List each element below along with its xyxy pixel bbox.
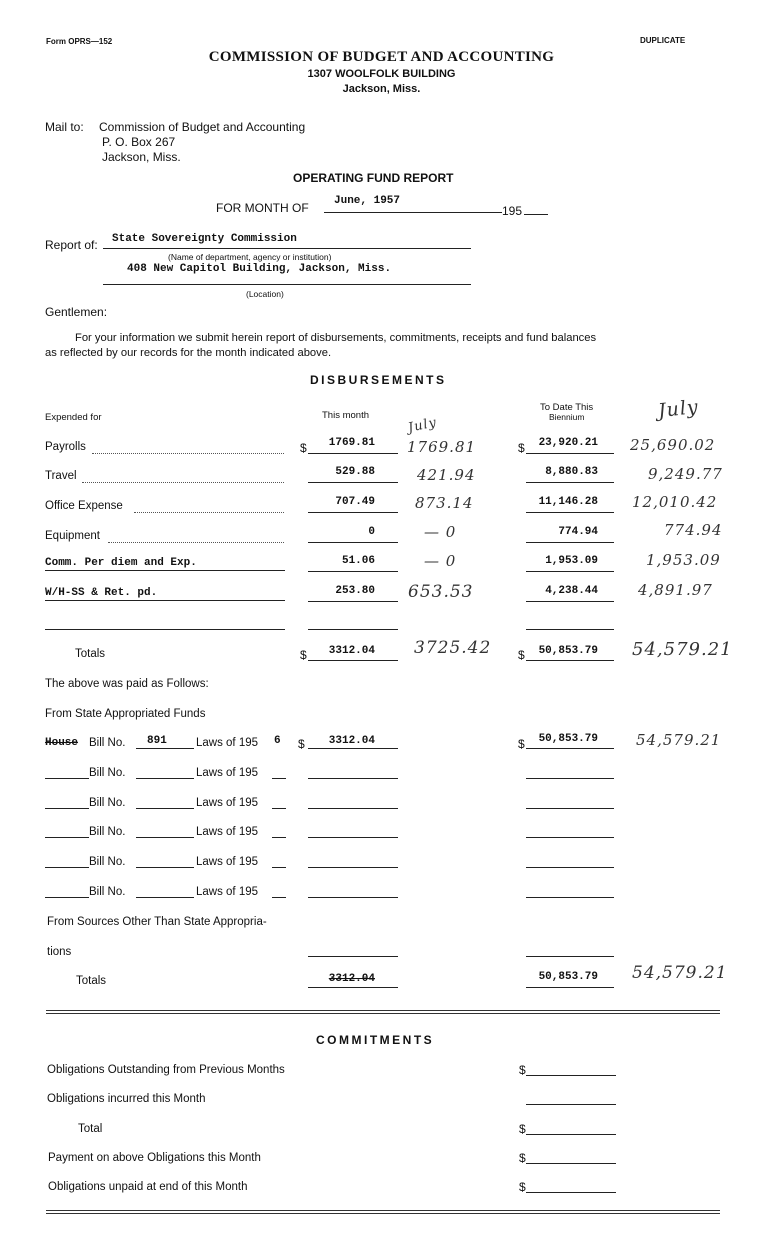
report-title: OPERATING FUND REPORT — [293, 171, 454, 185]
form-id: Form OPRS—152 — [46, 37, 113, 46]
to-date-value: 11,146.28 — [538, 496, 598, 508]
laws-label: Laws of 195 — [196, 737, 259, 749]
bill-label: Bill No. — [89, 737, 126, 749]
this-month-value: 0 — [368, 526, 375, 538]
col-this-month: This month — [322, 410, 369, 421]
hand-to-date-value: 9,249.77 — [648, 465, 723, 483]
row-label: Payrolls — [45, 441, 86, 453]
hand-to-date-value: 12,010.42 — [632, 493, 718, 511]
laws-label: Laws of 195 — [196, 826, 259, 838]
col-expended-for: Expended for — [45, 412, 102, 423]
row-label: Office Expense — [45, 500, 123, 512]
row-label: Travel — [45, 470, 77, 482]
intro-line2: as reflected by our records for the month indicated above. — [45, 347, 332, 359]
year-suffix: 195 — [502, 204, 523, 218]
from-state-funds: From State Appropriated Funds — [45, 708, 206, 720]
hand-july-note-2: July — [656, 395, 700, 423]
commission-title: COMMISSION OF BUDGET AND ACCOUNTING — [208, 49, 555, 65]
hand-month-value: 421.94 — [417, 466, 476, 484]
bill-label: Bill No. — [89, 797, 126, 809]
to-date-value: 23,920.21 — [538, 437, 598, 449]
bill-this-month: 3312.04 — [328, 735, 375, 747]
commission-address: 1307 WOOLFOLK BUILDING — [307, 68, 456, 80]
bill-label: Bill No. — [89, 767, 126, 779]
bill-label: Bill No. — [89, 856, 126, 868]
salutation: Gentlemen: — [45, 305, 108, 319]
hand-month-value: 873.14 — [415, 494, 474, 512]
hand-to-date-value: 1,953.09 — [646, 551, 721, 569]
footer-divider — [46, 1210, 720, 1214]
copy-label: DUPLICATE — [640, 36, 686, 45]
mail-to-line1: Commission of Budget and Accounting — [99, 120, 306, 134]
this-month-value: 529.88 — [335, 466, 375, 478]
bill-label: Bill No. — [89, 826, 126, 838]
this-month-value: 253.80 — [335, 585, 375, 597]
paid-totals-label: Totals — [76, 975, 107, 987]
bill-to-date: 50,853.79 — [538, 733, 598, 745]
agency-name: State Sovereignty Commission — [112, 233, 297, 245]
laws-label: Laws of 195 — [196, 797, 259, 809]
col-to-date-2: Biennium — [549, 412, 585, 422]
paid-intro: The above was paid as Follows: — [45, 678, 209, 690]
this-month-value: 1769.81 — [328, 437, 375, 449]
report-of-label: Report of: — [45, 238, 98, 252]
laws-label: Laws of 195 — [196, 767, 259, 779]
row-label: Comm. Per diem and Exp. — [45, 557, 197, 569]
other-sources-line1: From Sources Other Than State Appropria- — [47, 916, 267, 928]
bill-house: House — [45, 737, 79, 749]
laws-label: Laws of 195 — [196, 856, 259, 868]
disbursements-heading: DISBURSEMENTS — [310, 373, 447, 387]
mail-to-line2: P. O. Box 267 — [102, 135, 176, 149]
commitment-label: Obligations incurred this Month — [47, 1093, 206, 1105]
laws-label: Laws of 195 — [196, 886, 259, 898]
commitment-label: Obligations Outstanding from Previous Months — [47, 1064, 285, 1076]
commitment-label: Payment on above Obligations this Month — [48, 1152, 261, 1164]
hand-month-value: 653.53 — [408, 582, 474, 602]
month-label: FOR MONTH OF — [216, 201, 309, 215]
commitments-heading: COMMITMENTS — [316, 1033, 435, 1047]
laws-year: 6 — [274, 735, 281, 747]
bill-label: Bill No. — [89, 886, 126, 898]
totals-to-date: 50,853.79 — [538, 645, 598, 657]
hand-month-value: 1769.81 — [407, 438, 477, 456]
commission-city: Jackson, Miss. — [342, 83, 421, 95]
to-date-value: 1,953.09 — [545, 555, 598, 567]
hand-month-value: — 0 — [424, 552, 457, 570]
to-date-value: 4,238.44 — [545, 585, 598, 597]
this-month-value: 51.06 — [341, 555, 375, 567]
commitment-label: Obligations unpaid at end of this Month — [48, 1181, 248, 1193]
row-label: W/H-SS & Ret. pd. — [45, 587, 158, 599]
month-value: June, 1957 — [334, 195, 401, 207]
col-to-date-1: To Date This — [540, 402, 594, 413]
to-date-value: 774.94 — [558, 526, 598, 538]
intro-line1: For your information we submit herein report of disbursements, commitments, receipts and fund balances — [75, 332, 597, 344]
paid-totals-this-month: 3312.04 — [328, 973, 375, 985]
hand-month-value: — 0 — [424, 523, 457, 541]
hand-bill-to-date: 54,579.21 — [636, 731, 722, 749]
commitment-label: Total — [78, 1123, 103, 1135]
totals-label: Totals — [75, 648, 106, 660]
to-date-value: 8,880.83 — [545, 466, 598, 478]
location-caption: (Location) — [246, 289, 284, 299]
hand-to-date-value: 25,690.02 — [630, 436, 716, 454]
hand-totals-to-date: 54,579.21 — [632, 639, 733, 660]
hand-to-date-value: 774.94 — [664, 521, 723, 539]
hand-totals-month: 3725.42 — [414, 638, 492, 658]
paid-totals-to-date: 50,853.79 — [538, 971, 598, 983]
hand-july-note: July — [406, 415, 439, 436]
other-sources-line2: tions — [47, 946, 72, 958]
agency-location: 408 New Capitol Building, Jackson, Miss. — [127, 263, 392, 275]
totals-this-month: 3312.04 — [328, 645, 375, 657]
hand-to-date-value: 4,891.97 — [638, 581, 713, 599]
row-label: Equipment — [45, 530, 100, 542]
mail-to-label: Mail to: — [45, 120, 84, 134]
mail-to-line3: Jackson, Miss. — [102, 150, 181, 164]
agency-caption: (Name of department, agency or institution) — [168, 252, 332, 262]
hand-paid-totals: 54,579.21 — [632, 963, 728, 983]
bill-number: 891 — [147, 735, 167, 747]
section-divider — [46, 1010, 720, 1014]
this-month-value: 707.49 — [335, 496, 375, 508]
